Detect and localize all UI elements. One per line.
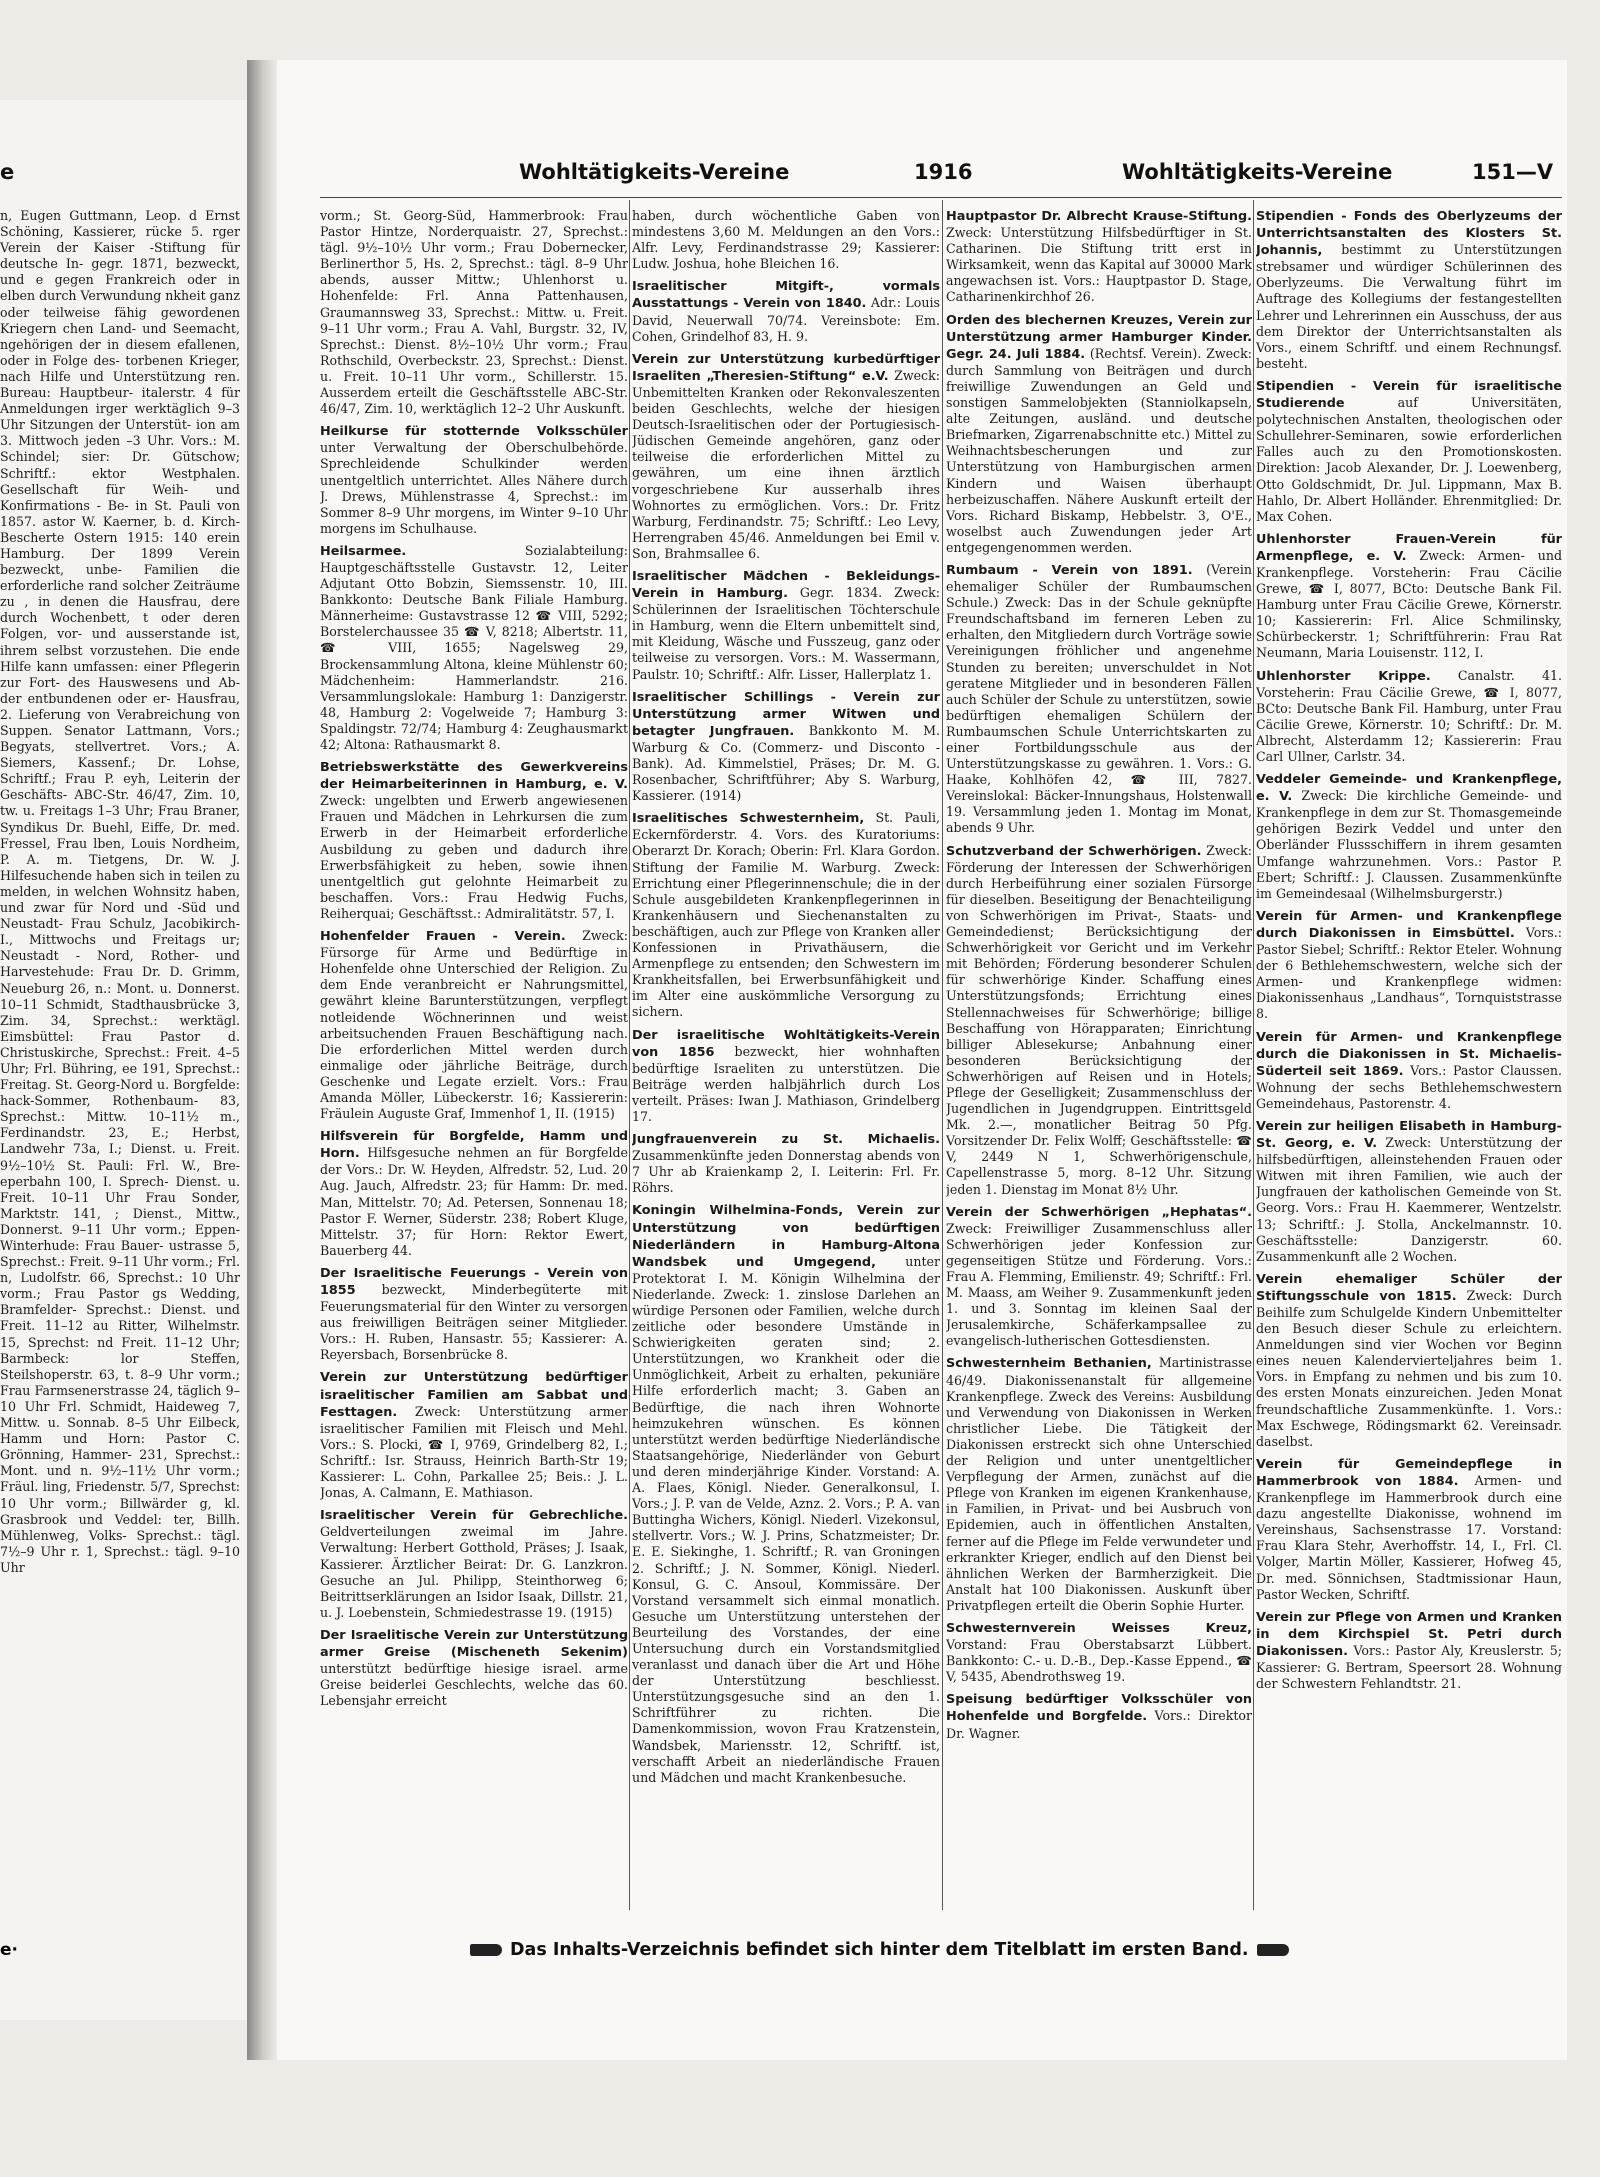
entry-title: Der israelitische Wohltätigkeits-Verein von 1856 xyxy=(632,1027,940,1060)
column-rule xyxy=(629,200,630,1910)
directory-entry xyxy=(632,810,940,1020)
column-rule xyxy=(1253,200,1254,1910)
entry-text: Zweck: Armen- und Krankenpflege. Vorsteherin: Frau Cäcilie Grewe, ☎ I, 8077, BCto: Deutsche Bank Fil. Hamburg unter Frau Cäcilie Grewe, Körnerstr. 10; Kassiererin: Frl. Alice Schmilinsky, Schürbeckerstr. 1; Schriftführerin: Frau Rat Neumann, Maria Louisenstr. 112, I. xyxy=(1256,547,1562,661)
directory-entry xyxy=(946,1620,1252,1685)
directory-entry xyxy=(632,1202,940,1785)
entry-text: Adr.: Louis David, Neuerwall 70/74. Vereinsbote: Em. Cohen, Grindelhof 83, H. 9. xyxy=(632,295,940,344)
entry-text: Hilfsgesuche nehmen an für Borgfelde der Vors.: Dr. W. Heyden, Alfredstr. 52, Lud. 20 Aug. Jauch, Alfredstr. 23; für Hamm: Dr. med. Man, Mittelstr. 70; Ad. Petersen, Sonnenau 18; Pastor F. Werner, Süderstr. 238; Robert Kluge, Mittelstr. 37; für Horn: Rektor Ewert, Bauerberg 44. xyxy=(320,1145,628,1258)
directory-entry xyxy=(1256,908,1562,1023)
entry-title: Heilkurse für stotternde Volksschüler xyxy=(320,424,628,440)
entry-text: Bankkonto M. M. Warburg & Co. (Commerz- und Disconto - Bank). Ad. Kimmelstiel, Präses; Dr. M. G. Rosenbacher, Schriftführer; Aby S. Warburg, Kassierer. (1914) xyxy=(632,722,940,804)
directory-entry xyxy=(946,208,1252,306)
entry-text: Zweck: Unterstützung Hilfsbedürftiger in St. Catharinen. Die Stiftung tritt erst in Wirksamkeit, wenn das Kapital auf 30000 Mark angewachsen ist. Vors.: Hauptpastor D. Stage, Catharinenkirchhof 26. xyxy=(946,225,1252,305)
entry-title: Orden des blechernen Kreuzes, Verein zur Unterstützung armer Hamburger Kinder. Gegr. 24. Juli 1884. xyxy=(946,312,1252,362)
entry-title: Uhlenhorster Krippe. xyxy=(1256,668,1431,684)
pointing-hand-icon xyxy=(1257,1944,1289,1956)
entry-text: Zweck: Unbemittelten Kranken oder Rekonvaleszenten beiden Geschlechts, welche der hiesigen Deutsch-Israelitischen oder der Portugiesisch-Jüdischen Gemeinde angehören, ganz oder teilweise die erforderlichen Mittel zu gewähren, um eine ihnen ärztlich vorgeschriebene Kur ausserhalb ihres Wohnortes zu ermöglichen. Vors.: Dr. Fritz Warburg, Ferdinandstr. 75; Schriftf.: Leo Levy, Herrengraben 45/46. Anmeldungen bei Emil v. Son, Brahmsallee 6. xyxy=(632,367,940,561)
entry-title: Jungfrauenverein zu St. Michaelis. xyxy=(632,1132,940,1148)
directory-entry xyxy=(320,1128,628,1259)
directory-entry xyxy=(1256,378,1562,525)
entry-text: bestimmt zu Unterstützungen strebsamer und würdiger Schülerinnen des Oberlyzeums. Die Verwaltung führt im Auftrage des Kollegiums der festangestellten Lehrer und Lehrerinnen ein Ausschuss, der aus dem Direktor der Unterrichtsanstalten als Vors., einem Schriftf. und einem Rechnungsf. besteht. xyxy=(1256,242,1562,371)
entry-text: Zweck: Förderung der Interessen der Schwerhörigen durch Herbeiführung einer sozialen Fürsorge für dieselben. Beseitigung der Benachteiligung von Schwerhörigen im Privat-, Staats- und Gemeindedienst; Berücksichtigung der Schwerhörigkeit vor Gericht und im Verkehr mit Behörden; Förderung besonderer Schulen für schwerhörige Kinder. Schaffung eines Unterstützungsfonds; Errichtung eines Stellennachweises für Schwerhörige; billige Beschaffung von Hörapparaten; Einrichtung billiger Ablesekurse; Anbahnung einer besonderen Berücksichtigung der Schwerhörigen auf Reisen und in Hotels; Pflege der Geselligkeit; Zusammenschluss der Jugendlichen in Jugendgruppen. Eintrittsgeld Mk. 2.—, monatlicher Beitrag 50 Pfg. Vorsitzender Dr. Felix Wolff; Geschäftsstelle: ☎ V, 2449 N 1, Schwerhörigenschule, Capellenstrasse 5, morg. 8–12 Uhr. Sitzung jeden 1. Dienstag im Monat 8½ Uhr. xyxy=(946,842,1252,1197)
entry-text: Canalstr. 41. Vorsteherin: Frau Cäcilie Grewe, ☎ I, 8077, BCto: Deutsche Bank Fil. Hamburg, unter Frau Cäcilie Grewe, Körnerstr. 10; Schriftf.: Dr. M. Albrecht, Alsterdamm 12; Kassiererin: Frau Carl Ullner, Carlstr. 34. xyxy=(1256,667,1562,764)
entry-title: Der Israelitische Verein zur Unterstützung armer Greise (Mischeneth Sekenim) xyxy=(320,1627,628,1660)
footer-text: Das Inhalts-Verzeichnis befindet sich hinter dem Titelblatt im ersten Band. xyxy=(510,1940,1249,1960)
entry-text: Sozialabteilung: Hauptgeschäftsstelle Gustavstr. 12, Leiter Adjutant Otto Bobzin, Siemssenstr. 10, III. Bankkonto: Deutsche Bank Filiale Hamburg. Männerheime: Gustavstrasse 12 ☎ VIII, 5292; Borstelerchaussee 35 ☎ V, 8218; Albertstr. 11, ☎ VIII, 1655; Nagelsweg 29, Brockensammlung Altona, kleine Mühlenstr 60; Mädchenheim: Hammerlandstr. 216. Versammlungslokale: Hamburg 1: Danzigerstr. 48, Hamburg 2: Vogelweide 7; Hamburg 3: Spaldingstr. 72/74; Hamburg 4: Zeughausmarkt 42; Altona: Rathausmarkt 8. xyxy=(320,542,628,752)
entry-text: Zweck: ungelbten und Erwerb angewiesenen Frauen und Mädchen in Lehrkursen die zum Erwerb in der Heimarbeit erforderliche Ausbildung zu geben und dadurch ihre Erwerbsfähigkeit zu heben, sowie ihnen unentgeltlich gut gelohnte Heimarbeit zu beschaffen. Vors.: Frau Hedwig Fuchs, Reiherquai; Geschäftsst.: Admiralitätstr. 57, I. xyxy=(320,793,628,921)
directory-entry xyxy=(632,689,940,805)
entry-title: Verein zur Unterstützung kurbedürftiger Israeliten „Theresien-Stiftung“ e.V. xyxy=(632,351,940,384)
entry-text: Zweck: Unterstützung der hilfsbedürftigen, alleinstehenden Frauen oder Witwen mit ihren Familien, wie auch der Jungfrauen der katholischen Gemeinde von St. Georg. Vors.: Frau H. Kaemmerer, Wentzelstr. 13; Schriftf.: J. Stolla, Anckelmannstr. 10. Geschäftsstelle: Danzigerstr. 60. Zusammenkunft alle 2 Wochen. xyxy=(1256,1135,1562,1264)
entry-title: Israelitisches Schwesternheim, xyxy=(632,811,865,827)
directory-entry xyxy=(946,1691,1252,1741)
directory-entry xyxy=(320,928,628,1122)
directory-entry xyxy=(1256,1456,1562,1603)
directory-entry xyxy=(320,423,628,537)
directory-entry xyxy=(320,759,628,922)
page-footer xyxy=(462,1940,1297,1960)
entry-title: Veddeler Gemeinde- und Krankenpflege, e. V. xyxy=(1256,772,1562,805)
directory-entry xyxy=(632,278,940,344)
entry-text: bezweckt, hier wohnhaften bedürftige Israeliten zu unterstützen. Die Beiträge werden halbjährlich durch Los verteilt. Präses: Iwan J. Mathiason, Grindelberg 17. xyxy=(632,1043,940,1124)
entry-text: (Rechtsf. Verein). Zweck: durch Sammlung von Beiträgen und durch freiwillige Zuwendungen an Geld und sonstigen Sammelobjekten (Stanniolkapseln, alte Zeitungen, ausländ. und deutsche Briefmarken, Zigarrenabschnitte etc.) Mittel zu Weihnachtsbescherungen und zur Unterstützung von Hamburgischen armen Kindern und Waisen überhaupt herbeizuschaffen. Nähere Auskunft erteilt der Vors. Richard Biskamp, Hebbelstr. 3, O'E., woselbst auch Zuwendungen jeder Art entgegengenommen werden. xyxy=(946,345,1252,555)
entry-title: Uhlenhorster Frauen-Verein für Armenpflege, e. V. xyxy=(1256,531,1562,564)
directory-entry xyxy=(632,351,940,562)
entry-text: Geldverteilungen zweimal im Jahre. Verwaltung: Herbert Gotthold, Präses; J. Isaak, Kassierer. Ärztlicher Beirat: Dr. G. Lanzkron. Gesuche an Jul. Philipp, Steinthorweg 6; Beitrittserklärungen an Isidor Isaak, Dillstr. 21, u. J. Loebenstein, Schmiedestrasse 19. (1915) xyxy=(320,1524,628,1620)
pointing-hand-icon xyxy=(470,1944,502,1956)
entry-text: bezweckt, Minderbegüterte mit Feuerungsmaterial für den Winter zu versorgen aus freiwilligen Beiträgen seiner Mitglieder. Vors.: H. Ruben, Hansastr. 55; Kassierer: A. Reyersbach, Borsenbrücke 8. xyxy=(320,1282,628,1363)
entry-title: Schutzverband der Schwerhörigen. xyxy=(946,843,1202,859)
column-4 xyxy=(1256,208,1562,1698)
entry-text: Zusammenkünfte jeden Donnerstag abends von 7 Uhr ab Kraienkamp 2, I. Leiterin: Frl. Fr. Röhrs. xyxy=(632,1148,940,1196)
entry-title: Israelitischer Schillings - Verein zur Unterstützung armer Witwen und betagter Jungfrauen. xyxy=(632,689,940,739)
entry-title: Verein ehemaliger Schüler der Stiftungsschule von 1815. xyxy=(1256,1271,1562,1304)
directory-entry xyxy=(632,208,940,272)
directory-entry xyxy=(320,1627,628,1709)
entry-title: Schwesternheim Bethanien, xyxy=(946,1356,1152,1372)
entry-text: haben, durch wöchentliche Gaben von mindestens 3,60 M. Meldungen an den Vors.: Alfr. Levy, Ferdinandstrasse 29; Kassierer: Ludw. Joshua, hohe Bleichen 16. xyxy=(632,208,940,272)
entry-title: Hilfsverein für Borgfelde, Hamm und Horn. xyxy=(320,1129,628,1162)
entry-text: (Verein ehemaliger Schüler der Rumbaumschen Schule.) Zweck: Das in der Schule geknüpfte Freundschaftsband im ferneren Leben zu erhalten, den Mitgliedern durch Vorträge sowie Vereinigungen fröhlicher und angenehme Stunden zu bereiten; unverschuldet in Not geratene Mitglieder und in besonderen Fällen auch Schüler der Schule zu unterstützen, sowie bedürftigen ehemaligen Schülern der Rumbaumschen Schule Unterrichtskarten zu einer Fortbildungsschule aus der Unterstützungskasse zu gewähren. 1. Vors.: G. Haake, Kohlhöfen 42, ☎ III, 7827. Vereinslokal: Bäcker-Innungshaus, Holstenwall 19. Versammlung jeden 1. Montag im Monat, abends 9 Uhr. xyxy=(946,561,1252,836)
entry-title: Verein für Armen- und Krankenpflege durch die Diakonissen in St. Michaelis-Süderteil seit 1869. xyxy=(1256,1029,1562,1079)
header-rule xyxy=(320,197,1562,198)
entry-title: Speisung bedürftiger Volksschüler von Hohenfelde und Borgfelde. xyxy=(946,1692,1252,1725)
entry-title: Verein zur heiligen Elisabeth in Hamburg-St. Georg, e. V. xyxy=(1256,1118,1562,1152)
running-head-year: 1916 xyxy=(914,160,973,184)
entry-title: Verein der Schwerhörigen „Hephatas“. xyxy=(946,1204,1252,1220)
directory-entry xyxy=(946,312,1252,556)
entry-title: Rumbaum - Verein von 1891. xyxy=(946,562,1193,578)
directory-entry xyxy=(1256,1609,1562,1692)
entry-title: Koningin Wilhelmina-Fonds, Verein zur Unterstützung von bedürftigen Niederländern in Hamburg-Altona Wandsbek und Umgegend, xyxy=(632,1203,940,1270)
entry-text: unterstützt bedürftige hiesige israel. arme Greise beiderlei Geschlechts, welche das 60. Lebensjahr erreicht xyxy=(320,1661,628,1709)
directory-entry xyxy=(946,843,1252,1198)
page-number: 151—V xyxy=(1472,160,1554,184)
entry-text: Zweck: Durch Beihilfe zum Schulgelde Kindern Unbemittelter den Besuch dieser Schule zu erleichtern. Anmeldungen sind vier Wochen vor Beginn eines neuen Kalendervierteljahres beim 1. Vors. in Empfang zu nehmen und bis zum 10. des ersten Monats einzureichen. Jeden Monat freundschaftliche Zusammenkünfte. 1. Vors.: Max Eschwege, Rödingsmarkt 62. Vereinsadr. daselbst. xyxy=(1256,1287,1562,1449)
entry-title: Hohenfelder Frauen - Verein. xyxy=(320,929,566,945)
entry-text: auf Universitäten, polytechnischen Anstalten, theologischen oder Schullehrer-Seminaren, sowie erforderlichen Falles auch zu den Promotionskosten. Direktion: Jacob Alexander, Dr. J. Loewenberg, Otto Goldschmidt, Dr. Jul. Lippmann, Max B. Hahlo, Dr. Albert Holländer. Ehrenmitglied: Dr. Max Cohen. xyxy=(1256,395,1562,524)
directory-entry xyxy=(1256,668,1562,766)
entry-title: Heilsarmee. xyxy=(320,543,407,559)
column-rule xyxy=(942,200,943,1910)
directory-entry xyxy=(1256,1271,1562,1450)
entry-text: Vors.: Pastor Aly, Kreuslerstr. 5; Kassierer: G. Bertram, Speersort 28. Wohnung der Schwestern Fehlandtstr. 21. xyxy=(1256,1642,1562,1692)
directory-entry xyxy=(320,1507,628,1621)
directory-entry xyxy=(1256,531,1562,662)
entry-title: Stipendien - Verein für israelitische Studierende xyxy=(1256,378,1562,412)
entry-text: St. Pauli, Eckernförderstr. 4. Vors. des Kuratoriums: Oberarzt Dr. Korach; Oberin: Frl. Klara Gordon. Stiftung der Familie M. Warburg. Zweck: Errichtung einer Pflegerinnenschule; die in der Schule ausgebildeten Krankenpflegerinnen in Krankenhäusern und Siechenanstalten zu beschäftigen, auch zur Pflege von Kranken aller Konfessionen in Privathäusern, die Armenpflege zu entsenden; den Schwestern im Krankheitsfallen, bei Erwerbsunfähigkeit und im Alter eine auskömmliche Versorgung zu sichern. xyxy=(632,810,940,1020)
running-head-left: Wohltätigkeits-Vereine xyxy=(519,160,790,184)
directory-entry xyxy=(946,562,1252,837)
column-3 xyxy=(946,208,1252,1748)
column-1 xyxy=(320,208,628,1715)
entry-title: Israelitischer Mädchen - Bekleidungs-Verein in Hamburg. xyxy=(632,568,940,602)
entry-text: Vorstand: Frau Oberstabsarzt Lübbert. Bankkonto: C.- u. D.-B., Dep.-Kasse Eppend., ☎ V, 5435, Abendrothsweg 19. xyxy=(946,1637,1252,1685)
directory-entry xyxy=(1256,208,1562,372)
directory-entry xyxy=(632,1131,940,1196)
entry-title: Israelitischer Mitgift-, vormals Ausstattungs - Verein von 1840. xyxy=(632,279,940,312)
left-page-fragment xyxy=(0,100,248,2020)
entry-text: Zweck: Freiwilliger Zusammenschluss aller Schwerhörigen jeder Konfession zur gegenseitigen Stütze und Förderung. Vors.: Frau A. Flemming, Emilienstr. 49; Schriftf.: Frl. M. Maass, am Weiher 9. Zusammenkunft jeden 1. und 3. Sonntag im kleinen Saal der Jerusalemkirche, Schäferkampsallee zu evangelisch-lutherischen Gottesdiensten. xyxy=(946,1220,1252,1349)
directory-entry xyxy=(320,208,628,417)
directory-entry xyxy=(320,543,628,753)
entry-text: Vors.: Direktor Dr. Wagner. xyxy=(946,1708,1252,1741)
entry-text: Armen- und Krankenpflege im Hammerbrook durch eine dazu angestellte Diakonisse, wohnend im Vereinshaus, Sachsenstrasse 17. Vorstand: Frau Klara Stehr, Averhoffstr. 14, I., Frl. Cl. Volger, Martin Möller, Kassierer, Hofweg 45, Dr. med. Sönnichsen, Stadtmissionar Haun, Pastor Wecken, Schriftf. xyxy=(1256,1472,1562,1602)
entry-title: Verein zur Unterstützung bedürftiger israelitischer Familien am Sabbat und Festtagen. xyxy=(320,1370,628,1420)
entry-title: Schwesternverein Weisses Kreuz, xyxy=(946,1620,1252,1636)
entry-text: Zweck: Unterstützung armer israelitischer Familien mit Fleisch und Mehl. Vors.: S. Plocki, ☎ I, 9769, Grindelberg 82, I.; Schriftf.: Isr. Strauss, Heinrich Barth-Str 19; Kassierer: L. Cohn, Parkallee 25; Beis.: J. L. Jonas, A. Calmann, E. Mathiason. xyxy=(320,1403,628,1501)
entry-text: Zweck: Fürsorge für Arme und Bedürftige in Hohenfelde ohne Unterschied der Religion. Zu dem Ende veranbreicht er Nahrungsmittel, gewährt kleine Barunterstützungen, verpflegt notleidende Wöchnerinnen und weist arbeitsuchenden Frauen Beschäftigung nach. Die erforderlichen Mittel werden durch einmalige oder jährliche Beiträge, durch Geschenke und Legate erzielt. Vors.: Frau Amanda Möller, Lübeckerstr. 16; Kassiererin: Fräulein Auguste Graf, Immenhof 1, II. (1915) xyxy=(320,928,628,1122)
column-2 xyxy=(632,208,940,1792)
directory-entry xyxy=(320,1369,628,1501)
running-head-right: Wohltätigkeits-Vereine xyxy=(1122,160,1393,184)
entry-text: Vors.: Pastor Siebel; Schriftf.: Rektor Eteler. Wohnung der 6 Bethlehemschwestern, welche sich der Armen- und Krankenpflege widmen: Diakonissenhaus „Landhaus“, Tornquiststrasse 8. xyxy=(1256,924,1562,1022)
entry-text: Martinistrasse 46/49. Diakonissenanstalt für allgemeine Krankenpflege. Zweck des Vereins: Ausbildung und Verwendung von Diakonissen in Werken christlicher Liebe. Die Tätigkeit der Diakonissen erstreckt sich ohne Unterschied der Religion und unter unentgeltlicher Verpflegung der Armen, zunächst auf die Pflege von Kranken im eigenen Krankenhause, in Familien, in Privat- und bei Ausbruch von Epidemien, auch in öffentlichen Anstalten, ferner auf die Pflege im Felde verwundeter und erkrankter Krieger, endlich auf den Dienst bei ähnlichen Werken der Barmherzigkeit. Die Anstalt hat 100 Diakonissen. Auskunft über Privatpflegen erteilt die Oberin Sophie Hurter. xyxy=(946,1355,1252,1613)
entry-title: Verein für Armen- und Krankenpflege durch Diakonissen in Eimsbüttel. xyxy=(1256,908,1562,941)
entry-title: Hauptpastor Dr. Albrecht Krause-Stiftung. xyxy=(946,209,1252,224)
left-page-footer: e· xyxy=(0,1940,18,1960)
left-page-text: n, Eugen Guttmann, Leop. d Ernst Schöning, Kassierer, rücke 5. rger Verein der Kaiser -Stiftung für deutsche In- gegr. 1871, bezweckt, und e gegen Frankreich oder in elben durch Verwundung nkheit ganz oder teilweise fähig gewordenen Kriegern chen Land- und Seemacht, ngehörigen der in diesem efallenen, oder in Folge des- torbenen Krieger, nach Hilfe und Unterstützung ren. Bureau: Hauptbeur- italerstr. 4 für Anmeldungen irger werktäglich 9–3 Uhr Sitzungen der Unterstüt- ion am 3. Mittwoch jeden –3 Uhr. Vors.: M. Schindel; sier: Dr. Gütschow; Schriftf.: ektor Westphalen. Gesellschaft für Weih- und Konfirmations - Be- in St. Pauli von 1857. astor W. Kaerner, b. d. Kirch- Bescherte Ostern 1915: 140 erein Hamburg. Der 1899 Verein bezweckt, unbe- Familien die erforderliche rand solcher Zeiträume zu , in denen die Hausfrau, dere durch Wochenbett, t oder deren Folgen, vor- und ausserstande ist, ihrem selbst vorzustehen. Die ende Hilfe kann umfassen: einer Pflegerin zur Fort- des Hauswesens und Ab- der entbundenen oder er- Hausfrau, 2. Lieferung von Verabreichung von Suppen. Senator Lattmann, Vors.; Begyats, stellvertret. Vors.; A. Siemers, Kassenf.; Dr. Lohse, Schriftf.; Frau P. eyh, Leiterin der Geschäfts- ABC-Str. 46/47, Zim. 10, tw. u. Freitags 1–3 Uhr; Frau Braner, Syndikus Dr. Buehl, Eiffe, Dr. med. Fressel, Frau lben, Louis Nordheim, P. A. m. Tietgens, Dr. W. J. Hilfesuchende haben sich in teilen zu melden, in welchen Wohnsitz haben, und zwar für Nord und -Süd und Neustadt- Frau Schulz, Jacobikirch- I., Mittwochs und Freitags ur; Neustadt - Nord, Rother- und Harvestehude: Frau Dr. D. Grimm, Neueburg 26, n.: Mont. u. Donnerst. 10–11 Schmidt, Stadthausbrücke 3, Zim. 34, Sprechst.: werktägl. Eimsbüttel: Frau Pastor d. Christuskirche, Sprechst.: Freit. 4–5 Uhr; Frl. Bühring, ee 191, Sprechst.: Freitag. St. Georg-Nord u. Borgfelde: hack-Sommer, Rothenbaum- 83, Sprechst.: Mittw. 10–11½ m., Ferdinandstr. 23, E.; Herbst, Landwehr 73a, I.; Dienst. u. Freit. 9½–10½ St. Pauli: Frl. W., Bre- eperbahn 100, I. Sprech- Dienst. u. Freit. 10–11 Uhr Frau Sonder, Marktstr. 141, ; Dienst., Mittw., Donnerst. 9–11 Uhr vorm.; Eppen- Winterhude: Frau Bauer- ustrasse 5, Sprechst.: Freit. 9–11 Uhr vorm.; Frl. n, Ludolfstr. 66, Sprechst.: 10 Uhr vorm.; Frau Pastor gs Wedding, Bramfelder- Sprechst.: Dienst. und Freit. 11–12 au Ritter, Wilhelmstr. 15, Sprechst: nd Freit. 11–12 Uhr; Barmbeck: lor Steffen, Steilshoperstr. 63, t. 8–9 Uhr vorm.; Frau Farmsenerstrasse 24, täglich 9–10 Uhr Frl. Schmidt, Haideweg 7, Mittw. u. Sonnab. 8–5 Uhr Eilbeck, Hamm und Horn: Pastor C. Grönning, Hammer- 231, Sprechst.: Mont. und n. 9½–11½ Uhr vorm.; Fräul. ling, Friedenstr. 5/7, Sprechst: 10 Uhr vorm.; Billwärder g, kl. Grasbrook und Veddel: ter, Billh. Mühlenweg, Volks- Sprechst.: tägl. 7½–9 Uhr r. 1, Sprechst.: tägl. 9–10 Uhr xyxy=(0,208,240,1575)
entry-text: Vors.: Pastor Claussen. Wohnung der sechs Bethlehemschwestern Gemeindehaus, Pastorenstr. 4. xyxy=(1256,1062,1562,1111)
directory-entry xyxy=(1256,771,1562,902)
entry-title: Der Israelitische Feuerungs - Verein von 1855 xyxy=(320,1265,628,1298)
entry-text: vorm.; St. Georg-Süd, Hammerbrook: Frau Pastor Hintze, Norderquaistr. 27, Sprechst.: tägl. 9½–10½ Uhr vorm.; Frau Dobernecker, Berlinerthor 5, Hs. 2, Sprechst.: tägl. 8–9 Uhr abends, ausser Mittw.; Uhlenhorst u. Hohenfelde: Frl. Anna Pattenhausen, Graumannsweg 33, Sprechst.: Mittw. u. Freit. 9–11 Uhr vorm.; Frau A. Vahl, Burgstr. 32, IV, Sprechst.: Dienst. 8½–10½ Uhr vorm.; Frau Rothschild, Overbeckstr. 23, Sprechst.: Dienst. u. Freit. 10–11 Uhr vorm., Schillerstr. 15. Ausserdem erteilt die Geschäftsstelle ABC-Str. 46/47, Zim. 10, werktäglich 12–2 Uhr Auskunft. xyxy=(320,208,628,417)
entry-text: unter Verwaltung der Oberschulbehörde. Sprechleidende Schulkinder werden unentgeltlich unterrichtet. Alles Nähere durch J. Drews, Mühlenstrasse 4, Sprechst.: im Sommer 8–9 Uhr morgens, im Winter 9–10 Uhr morgens im Schulhause. xyxy=(320,440,628,536)
entry-title: Betriebswerkstätte des Gewerkvereins der Heimarbeiterinnen in Hamburg, e. V. xyxy=(320,760,628,793)
entry-title: Verein zur Pflege von Armen und Kranken in dem Kirchspiel St. Petri durch Diakonissen. xyxy=(1256,1609,1562,1659)
directory-entry xyxy=(1256,1029,1562,1112)
directory-entry xyxy=(320,1265,628,1364)
entry-title: Stipendien - Fonds des Oberlyzeums der Unterrichtsanstalten des Klosters St. Johannis, xyxy=(1256,209,1562,259)
directory-entry xyxy=(632,568,940,683)
entry-text: Zweck: Die kirchliche Gemeinde- und Krankenpflege in dem zur St. Thomasgemeinde gehörigen Bezirk Veddel und unter den Oberländer Flussschiffern in ihrem gesamten Umfange wahrzunehmen. Vors.: Pastor P. Ebert; Schriftf.: J. Claussen. Zusammenkünfte im Gemeindesaal (Wilhelmsburgerstr.) xyxy=(1256,788,1562,901)
directory-entry xyxy=(1256,1118,1562,1265)
directory-entry xyxy=(632,1027,940,1126)
directory-entry xyxy=(946,1355,1252,1614)
entry-text: Gegr. 1834. Zweck: Schülerinnen der Israelitischen Töchterschule in Hamburg, wenn die Eltern unbemittelt sind, mit Kleidung, Wäsche und Fusszeug, ganz oder teilweise zu versorgen. Vors.: M. Wassermann, Paulstr. 10; Schriftf.: Alfr. Lisser, Hallerplatz 1. xyxy=(632,585,940,682)
entry-text: unter Protektorat I. M. Königin Wilhelmina der Niederlande. Zweck: 1. zinslose Darlehen an würdige Personen oder Familien, welche durch zeitliche oder besondere Umstände in Schwierigkeiten geraten sind; 2. Unterstützungen, wo Krankheit oder die Unmöglichkeit, Arbeit zu erhalten, pekuniäre Hilfe erforderlich macht; 3. Gaben an Bedürftige, die nach ihren Wohnorte heimzukehren wünschen. Es können unterstützt werden bedürftige Niederländische Staatsangehörige, Niederländer von Geburt und deren minderjährige Kinder. Vorstand: A. A. Flaes, Königl. Nieder. Generalkonsul, I. Vors.; J. P. van de Velde, Aznz. 2. Vors.; P. A. van Buttingha Wichers, Königl. Niederl. Vizekonsul, stellvertr. Vors.; W. J. Prins, Schatzmeister; Dr. E. E. Siekinghe, 1. Schriftf.; R. van Groningen 2. Schriftf.; J. N. Sommer, Königl. Niederl. Konsul, G. C. Ansoul, Kommissäre. Der Vorstand versammelt sich einmal monatlich. Gesuche um Unterstützung unterstehen der Beurteilung des Vorstandes, der eine Untersuchung durch ein Vorstandsmitglied veranlasst und danach über die Art und Höhe der Unterstützung beschliesst. Unterstützungsgesuche sind an den 1. Schriftführer zu richten. Die Damenkommission, wovon Frau Kratzenstein, Wandsbek, Mariensstr. 12, Schriftf. ist, verschafft Arbeit an niederländische Frauen und Mädchen und macht Krankenbesuche. xyxy=(632,1253,940,1785)
directory-entry xyxy=(946,1204,1252,1350)
book-gutter xyxy=(247,60,277,2060)
entry-title: Verein für Gemeindepflege in Hammerbrook von 1884. xyxy=(1256,1456,1562,1489)
left-page-header-fragment: e xyxy=(0,160,15,184)
entry-title: Israelitischer Verein für Gebrechliche. xyxy=(320,1508,628,1524)
